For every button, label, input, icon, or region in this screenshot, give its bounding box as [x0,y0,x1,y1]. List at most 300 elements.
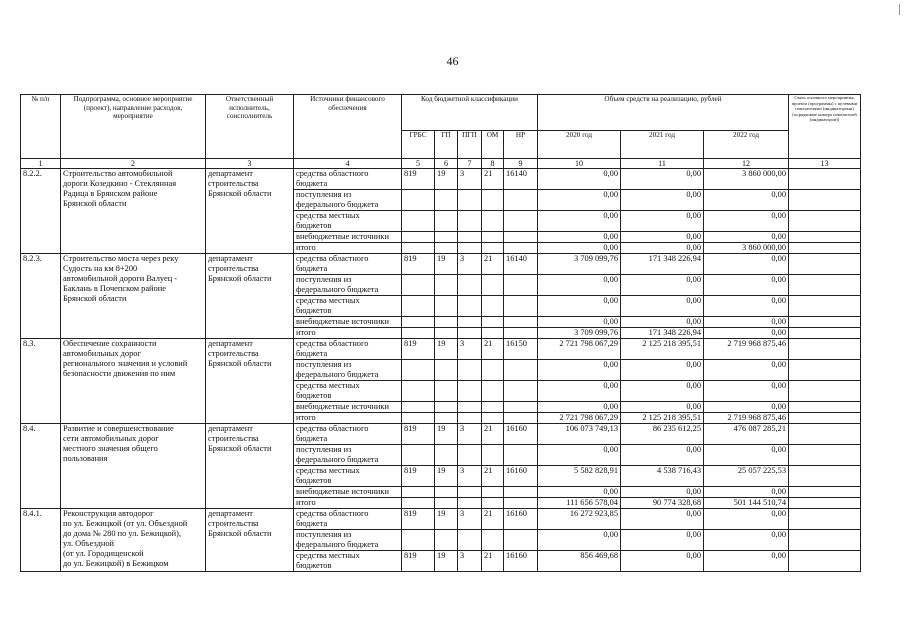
budget-code-cell: 819 [402,424,435,445]
amount-cell: 25 057 225,53 [704,466,789,487]
budget-code-cell [482,413,504,424]
source-cell [294,530,402,551]
amount-cell: 0,00 [538,296,621,317]
amount-cell: 3 709 099,76 [538,328,621,339]
amount-cell: 3 709 099,76 [538,254,621,275]
amount-cell: 0,00 [621,317,704,328]
source-cell [294,551,402,572]
amount-cell: 0,00 [538,243,621,254]
amount-cell: 0,00 [538,402,621,413]
program-name-line: Строительство автомобильной [63,169,173,178]
budget-code-cell [482,275,504,296]
budget-code-cell [435,402,458,413]
amount-cell: 0,00 [538,317,621,328]
responsible-line: департамент [208,509,253,518]
budget-code-cell: 819 [402,339,435,360]
budget-code-cell [435,275,458,296]
amount-cell: 111 656 578,04 [538,498,621,509]
header-num: № п/п [21,95,61,159]
responsible-line: Брянской области [208,444,272,453]
amount-cell: 0,00 [538,530,621,551]
indicator-cell [789,466,861,487]
budget-code-cell [435,328,458,339]
program-name-line: сети автомобильных дорог [63,434,159,443]
budget-code-cell: 19 [435,169,458,190]
program-name-line: до дома № 280 по ул. Бежицкой), [63,529,182,538]
budget-code-cell [482,243,504,254]
amount-cell: 0,00 [538,275,621,296]
source-line: бюджета [296,349,328,358]
program-name-cell [61,424,206,509]
amount-cell: 0,00 [621,275,704,296]
indicator-cell [789,339,861,360]
amount-cell: 0,00 [704,296,789,317]
amount-cell: 0,00 [621,445,704,466]
program-name-line: по ул. Бежицкой (от ул. Объездной [63,519,188,528]
indicator-cell [789,487,861,498]
amount-cell: 0,00 [538,360,621,381]
source-line: бюджета [296,264,328,273]
source-line: поступления из [296,360,352,369]
amount-cell: 0,00 [621,296,704,317]
budget-code-cell [504,190,538,211]
source-line: средства местных [296,551,360,560]
budget-code-cell [482,530,504,551]
indicator-cell [789,402,861,413]
amount-cell: 2 719 968 875,46 [704,413,789,424]
budget-code-cell [435,211,458,232]
budget-code-cell [458,232,482,243]
budget-code-cell: 19 [435,339,458,360]
source-cell [294,190,402,211]
header-2022: 2022 год [704,131,789,159]
source-line: федерального бюджета [296,200,379,209]
amount-cell: 2 125 218 395,51 [621,413,704,424]
col-number: 10 [538,159,621,169]
program-name-line: Радица в Брянском районе [63,189,158,198]
responsible-line: строительства [208,179,259,188]
col-number: 7 [458,159,482,169]
col-number: 5 [402,159,435,169]
source-line: средства областного [296,424,369,433]
indicator-cell [789,360,861,381]
amount-cell: 106 073 749,13 [538,424,621,445]
budget-code-cell [458,296,482,317]
budget-code-cell: 16150 [504,339,538,360]
source-cell [294,211,402,232]
amount-cell: 0,00 [538,381,621,402]
responsible-line: Брянской области [208,529,272,538]
responsible-cell [206,424,294,509]
budget-code-cell [402,402,435,413]
amount-cell: 0,00 [538,169,621,190]
budget-code-cell [504,296,538,317]
budget-code-cell: 819 [402,509,435,530]
program-name-line: пользования [63,454,108,463]
source-cell [294,466,402,487]
amount-cell: 2 721 798 067,29 [538,413,621,424]
amount-cell: 2 125 218 395,51 [621,339,704,360]
source-line: итого [296,498,316,507]
budget-code-cell [458,498,482,509]
row-number: 8.2.3. [21,254,61,339]
budget-code-cell [458,275,482,296]
budget-code-cell [402,487,435,498]
source-line: внебюджетные источники [296,487,389,496]
indicator-cell [789,190,861,211]
responsible-line: департамент [208,169,253,178]
responsible-line: Брянской области [208,359,272,368]
amount-cell: 0,00 [704,328,789,339]
source-cell [294,445,402,466]
budget-code-cell [504,381,538,402]
budget-code-cell: 21 [482,509,504,530]
amount-cell: 0,00 [704,190,789,211]
program-name-line: безопасности движения по ним [63,369,176,378]
budget-code-cell: 16160 [504,424,538,445]
responsible-line: строительства [208,264,259,273]
program-name-line: Развитие и совершенствование [63,424,174,433]
row-number: 8.4.1. [21,509,61,572]
indicator-cell [789,424,861,445]
source-line: поступления из [296,275,352,284]
responsible-cell [206,254,294,339]
row-number: 8.4. [21,424,61,509]
col-number: 3 [206,159,294,169]
indicator-cell [789,381,861,402]
budget-code-cell: 3 [458,551,482,572]
header-volume: Объем средств на реализацию, рублей [538,95,789,131]
amount-cell: 0,00 [704,551,789,572]
program-name-cell [61,169,206,254]
indicator-cell [789,169,861,190]
source-cell [294,339,402,360]
program-name-line: регионального значения и условий [63,359,188,368]
amount-cell: 90 774 328,68 [621,498,704,509]
budget-code-cell [458,328,482,339]
source-cell [294,275,402,296]
indicator-cell [789,530,861,551]
amount-cell: 171 348 226,94 [621,254,704,275]
source-cell [294,360,402,381]
responsible-line: департамент [208,339,253,348]
row-number: 8.2.2. [21,169,61,254]
source-line: средства местных [296,211,360,220]
budget-code-cell: 819 [402,169,435,190]
budget-code-cell [458,360,482,381]
source-line: бюджета [296,434,328,443]
table-row [21,424,861,445]
source-line: бюджета [296,179,328,188]
budget-code-cell [435,243,458,254]
budget-code-cell [504,275,538,296]
budget-code-cell [435,190,458,211]
source-line: итого [296,413,316,422]
header-budget-code: Код бюджетной классификации [402,95,538,131]
amount-cell: 0,00 [538,232,621,243]
header-responsible: Ответственный исполнитель, соисполнитель [206,95,294,159]
budget-table [20,94,861,572]
amount-cell: 3 860 000,00 [704,243,789,254]
page-edge-mark [899,4,900,15]
program-name-cell [61,509,206,572]
budget-code-cell [402,243,435,254]
indicator-cell [789,243,861,254]
budget-code-cell [482,360,504,381]
budget-code-cell [458,402,482,413]
col-number: 2 [61,159,206,169]
amount-cell: 0,00 [621,243,704,254]
table-row [21,254,861,275]
source-line: средства местных [296,466,360,475]
program-name-cell [61,254,206,339]
col-number: 1 [21,159,61,169]
program-name-line: автомобильной дороги Валуец - [63,274,178,283]
program-name-line: Судость на км 8+200 [63,264,138,273]
amount-cell: 0,00 [538,487,621,498]
budget-code-cell: 21 [482,424,504,445]
header-indicator-link: Связь основного мероприятия, проекта (программы) с целевыми показателями (индикаторами) (порядковые номера показателей (индикаторов)) [789,95,861,159]
amount-cell: 0,00 [704,232,789,243]
budget-code-cell [402,530,435,551]
amount-cell: 0,00 [538,445,621,466]
budget-code-cell: 21 [482,254,504,275]
source-line: федерального бюджета [296,370,379,379]
indicator-cell [789,211,861,232]
budget-code-cell: 21 [482,169,504,190]
budget-code-cell [482,211,504,232]
amount-cell: 0,00 [621,402,704,413]
budget-code-cell: 19 [435,424,458,445]
amount-cell: 0,00 [704,360,789,381]
budget-code-cell: 21 [482,339,504,360]
amount-cell: 0,00 [704,530,789,551]
budget-code-cell: 819 [402,466,435,487]
responsible-line: строительства [208,519,259,528]
row-number: 8.3. [21,339,61,424]
responsible-line: департамент [208,424,253,433]
budget-code-cell [458,530,482,551]
budget-code-cell [458,381,482,402]
col-number: 8 [482,159,504,169]
budget-code-cell [402,317,435,328]
source-line: федерального бюджета [296,285,379,294]
amount-cell: 0,00 [704,509,789,530]
indicator-cell [789,254,861,275]
program-name-line: местного значения общего [63,444,158,453]
budget-code-cell [482,296,504,317]
table-row [21,509,861,530]
source-cell [294,487,402,498]
budget-code-cell: 19 [435,466,458,487]
budget-code-cell: 819 [402,551,435,572]
budget-code-cell [504,498,538,509]
budget-code-cell [504,211,538,232]
amount-cell: 476 087 285,21 [704,424,789,445]
budget-code-cell [435,498,458,509]
program-name-line: ул. Объездной [63,539,115,548]
budget-code-cell [402,413,435,424]
budget-code-cell [402,360,435,381]
source-line: средства местных [296,296,360,305]
budget-code-cell [435,381,458,402]
amount-cell: 16 272 923,85 [538,509,621,530]
amount-cell: 856 469,68 [538,551,621,572]
column-number-row [21,159,861,169]
source-cell [294,317,402,328]
responsible-cell [206,339,294,424]
budget-code-cell: 19 [435,551,458,572]
amount-cell: 0,00 [621,211,704,232]
indicator-cell [789,413,861,424]
budget-code-cell: 16140 [504,169,538,190]
budget-code-cell [504,402,538,413]
indicator-cell [789,317,861,328]
indicator-cell [789,275,861,296]
responsible-line: Брянской области [208,189,272,198]
amount-cell: 0,00 [704,381,789,402]
source-cell [294,413,402,424]
source-line: федерального бюджета [296,540,379,549]
budget-code-cell [482,445,504,466]
header-sources: Источники финансового обеспечения [294,95,402,159]
source-cell [294,498,402,509]
budget-code-cell [482,487,504,498]
budget-code-cell [482,317,504,328]
source-line: итого [296,243,316,252]
indicator-cell [789,296,861,317]
source-line: бюджетов [296,476,332,485]
budget-code-cell [402,445,435,466]
source-line: бюджета [296,519,328,528]
budget-code-cell [482,402,504,413]
amount-cell: 4 538 716,43 [621,466,704,487]
source-line: средства областного [296,254,369,263]
budget-code-cell: 19 [435,254,458,275]
amount-cell: 0,00 [704,317,789,328]
amount-cell: 171 348 226,94 [621,328,704,339]
responsible-line: строительства [208,349,259,358]
col-number: 9 [504,159,538,169]
amount-cell: 0,00 [704,487,789,498]
budget-code-cell [435,445,458,466]
program-name-line: Брянской области [63,294,127,303]
budget-code-cell: 16160 [504,509,538,530]
budget-code-cell: 819 [402,254,435,275]
budget-code-cell [435,487,458,498]
table-row [21,169,861,190]
source-line: бюджетов [296,221,332,230]
amount-cell: 501 144 510,74 [704,498,789,509]
header-gp: ГП [435,131,458,159]
budget-code-cell [458,445,482,466]
amount-cell: 0,00 [538,190,621,211]
budget-code-cell [504,530,538,551]
header-np: НР [504,131,538,159]
col-number: 13 [789,159,861,169]
budget-code-cell [504,243,538,254]
source-line: внебюджетные источники [296,232,389,241]
source-cell [294,243,402,254]
budget-code-cell: 3 [458,254,482,275]
budget-code-cell: 16160 [504,466,538,487]
source-line: итого [296,328,316,337]
source-cell [294,328,402,339]
source-cell [294,424,402,445]
budget-code-cell [435,232,458,243]
amount-cell: 0,00 [704,211,789,232]
amount-cell: 0,00 [704,254,789,275]
budget-code-cell [482,190,504,211]
page-number: 46 [446,54,459,68]
program-name-line: до ул. Бежицкой) в Бежицком [63,559,169,568]
responsible-line: департамент [208,254,253,263]
program-name-line: Обеспечение сохранности [63,339,157,348]
budget-code-cell [435,317,458,328]
amount-cell: 0,00 [621,530,704,551]
header-pgp: ПГП [458,131,482,159]
header-om: ОМ [482,131,504,159]
col-number: 6 [435,159,458,169]
budget-code-cell [458,243,482,254]
amount-cell: 0,00 [538,211,621,232]
amount-cell: 0,00 [704,445,789,466]
budget-code-cell [435,296,458,317]
amount-cell: 2 721 798 067,29 [538,339,621,360]
budget-code-cell [402,275,435,296]
budget-code-cell [402,328,435,339]
amount-cell: 2 719 968 875,46 [704,339,789,360]
budget-code-cell [504,445,538,466]
source-line: поступления из [296,445,352,454]
source-cell [294,254,402,275]
source-line: бюджетов [296,306,332,315]
source-line: внебюджетные источники [296,402,389,411]
indicator-cell [789,328,861,339]
source-cell [294,232,402,243]
budget-code-cell: 16160 [504,551,538,572]
indicator-cell [789,445,861,466]
budget-code-cell: 21 [482,466,504,487]
amount-cell: 5 582 828,91 [538,466,621,487]
indicator-cell [789,509,861,530]
source-line: средства областного [296,169,369,178]
source-line: федерального бюджета [296,455,379,464]
budget-code-cell [435,360,458,381]
source-line: средства областного [296,339,369,348]
budget-code-cell: 3 [458,509,482,530]
budget-code-cell [402,498,435,509]
source-line: бюджетов [296,561,332,570]
budget-code-cell [458,317,482,328]
amount-cell: 0,00 [704,275,789,296]
budget-code-cell [482,232,504,243]
budget-code-cell [504,413,538,424]
budget-code-cell [504,317,538,328]
program-name-line: Строительство моста через реку [63,254,179,263]
amount-cell: 0,00 [621,509,704,530]
source-cell [294,381,402,402]
budget-code-cell [402,296,435,317]
program-name-line: Баклань в Почепском районе [63,284,166,293]
budget-code-cell: 3 [458,424,482,445]
program-name-line: Реконструкция автодорог [63,509,154,518]
program-name-line: дороги Козедкино - Стеклянная [63,179,177,188]
budget-code-cell [402,381,435,402]
budget-code-cell [435,413,458,424]
budget-code-cell: 19 [435,509,458,530]
budget-code-cell: 21 [482,551,504,572]
